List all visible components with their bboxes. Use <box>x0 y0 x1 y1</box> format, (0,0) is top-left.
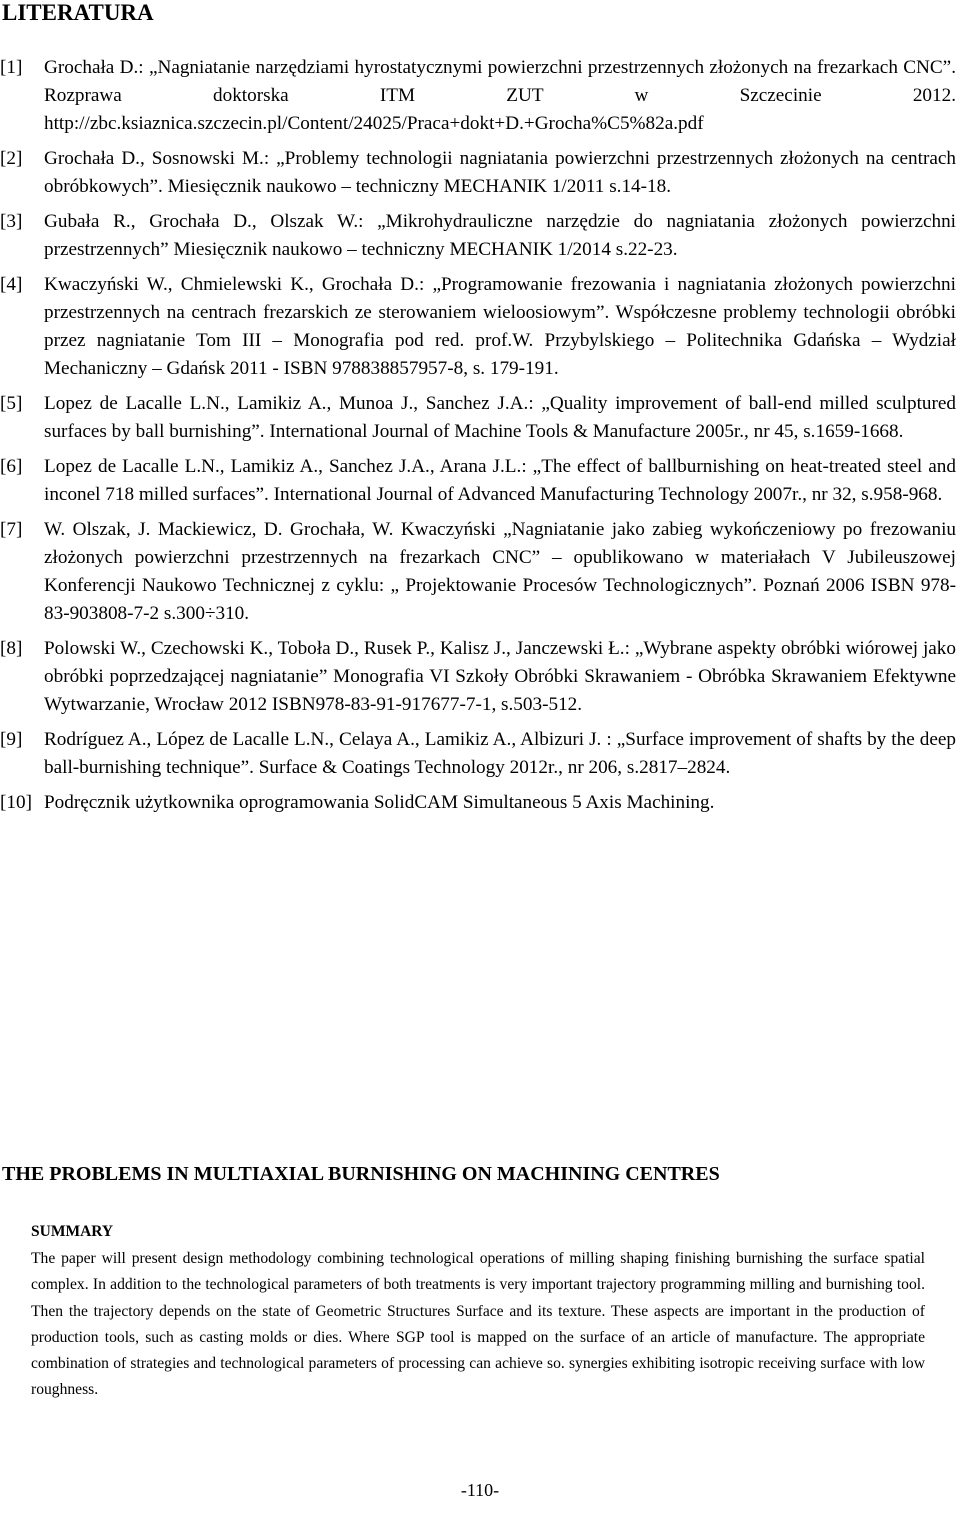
reference-text: Lopez de Lacalle L.N., Lamikiz A., Sanchez J.A., Arana J.L.: „The effect of ballburnishing on heat-treated steel and inconel 718 milled surfaces”. International Journal of Advanced Manufacturing Technology 2007r., nr 32, s.958-968. <box>44 456 956 505</box>
reference-number: [2] <box>0 148 23 169</box>
reference-text: Rodríguez A., López de Lacalle L.N., Celaya A., Lamikiz A., Albizuri J. : „Surface improvement of shafts by the deep ball-burnishing technique”. Surface & Coatings Technology 2012r., nr 206, s.2817–2824. <box>44 729 956 778</box>
reference-item <box>0 789 958 817</box>
reference-number: [5] <box>0 393 23 414</box>
reference-number: [8] <box>0 638 23 659</box>
reference-number: [7] <box>0 519 23 540</box>
reference-text: Kwaczyński W., Chmielewski K., Grochała D.: „Programowanie frezowania i nagniatania złożonych powierzchni przestrzennych na centrach frezarskich ze sterowaniem wieloosiowym”. Współczesne problemy technologii obróbki przez nagniatanie Tom III – Monografia pod red. prof.W. Przybylskiego – Politechnika Gdańska – Wydział Mechaniczny – Gdańsk 2011 - ISBN 978838857957-8, s. 179-191. <box>44 274 956 379</box>
reference-text: Polowski W., Czechowski K., Toboła D., Rusek P., Kalisz J., Janczewski Ł.: „Wybrane aspekty obróbki wiórowej jako obróbki poprzedzającej nagniatanie” Monografia VI Szkoły Obróbki Skrawaniem - Obróbka Skrawaniem Efektywne Wytwarzanie, Wrocław 2012 ISBN978-83-91-917677-7-1, s.503-512. <box>44 638 956 715</box>
summary-text: The paper will present design methodology combining technological operations of milling shaping finishing burnishing the surface spatial complex. In addition to the technological parameters of both treatments is very important trajectory programming milling and burnishing tool. Then the trajectory depends on the state of Geometric Structures Surface and its texture. These aspects are important in the production of production tools, such as casting molds or dies. Where SGP tool is mapped on the surface of an article of manufacture. The appropriate combination of strategies and technological parameters of processing can achieve so. synergies exhibiting isotropic receiving surface with low roughness. <box>31 1250 925 1399</box>
reference-item <box>0 271 958 383</box>
reference-item <box>0 390 958 446</box>
reference-text: Podręcznik użytkownika oprogramowania SolidCAM Simultaneous 5 Axis Machining. <box>44 792 715 813</box>
reference-number: [3] <box>0 211 23 232</box>
reference-item <box>0 54 958 138</box>
reference-number: [1] <box>0 57 23 78</box>
reference-item <box>0 726 958 782</box>
page-number: -110- <box>460 1480 500 1500</box>
reference-number: [4] <box>0 274 23 295</box>
reference-text: Grochała D.: „Nagniatanie narzędziami hyrostatycznymi powierzchni przestrzennych złożonych na frezarkach CNC”. Rozprawa doktorska ITM ZUT w Szczecinie 2012. http://zbc.ksiaznica.szczecin.pl/Content/24025/Praca+dokt+D.+Grocha%C5%82a.pdf <box>44 57 956 134</box>
reference-item <box>0 635 958 719</box>
reference-item <box>0 453 958 509</box>
reference-text: W. Olszak, J. Mackiewicz, D. Grochała, W. Kwaczyński „Nagniatanie jako zabieg wykończeniowy po frezowaniu złożonych powierzchni przestrzennych na frezarkach CNC” – opublikowano w materiałach V Jubileuszowej Konferencji Naukowo Technicznej z cyklu: „ Projektowanie Procesów Technologicznych”. Poznań 2006 ISBN 978-83-903808-7-2 s.300÷310. <box>44 519 956 624</box>
reference-number: [6] <box>0 456 23 477</box>
reference-item <box>0 516 958 628</box>
reference-list <box>0 54 958 824</box>
reference-item <box>0 145 958 201</box>
english-title: THE PROBLEMS IN MULTIAXIAL BURNISHING ON MACHINING CENTRES <box>2 1163 720 1185</box>
reference-text: Grochała D., Sosnowski M.: „Problemy technologii nagniatania powierzchni przestrzennych złożonych na centrach obróbkowych”. Miesięcznik naukowo – techniczny MECHANIK 1/2011 s.14-18. <box>44 148 956 197</box>
summary-heading: SUMMARY <box>31 1223 114 1240</box>
reference-number: [9] <box>0 729 23 750</box>
reference-text: Lopez de Lacalle L.N., Lamikiz A., Munoa J., Sanchez J.A.: „Quality improvement of ball-end milled sculptured surfaces by ball burnishing”. International Journal of Machine Tools & Manufacture 2005r., nr 45, s.1659-1668. <box>44 393 956 442</box>
reference-item <box>0 208 958 264</box>
reference-text: Gubała R., Grochała D., Olszak W.: „Mikrohydrauliczne narzędzie do nagniatania złożonych powierzchni przestrzennych” Miesięcznik naukowo – techniczny MECHANIK 1/2014 s.22-23. <box>44 211 956 260</box>
reference-number: [10] <box>0 792 32 813</box>
section-heading: LITERATURA <box>2 0 154 25</box>
